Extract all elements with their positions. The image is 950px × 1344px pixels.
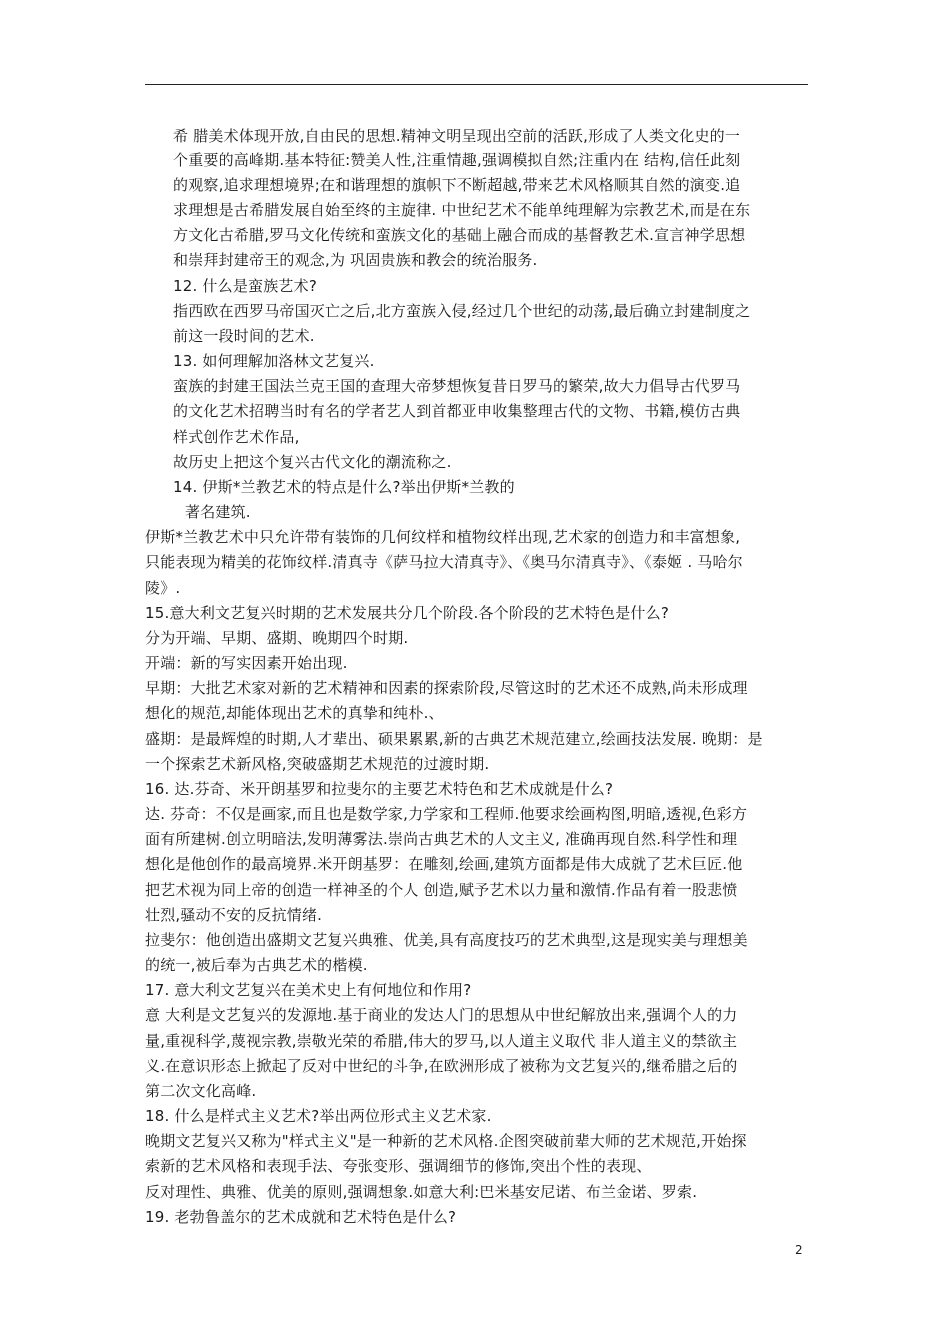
text-line: 反对理性、典雅、优美的原则,强调想象.如意大利:巴米基安尼诺、布兰金诺、罗索. <box>145 1183 698 1201</box>
text-line: 的观察,追求理想境界;在和谐理想的旗帜下不断超越,带来艺术风格顺其自然的演变.追 <box>173 176 741 194</box>
text-line: 蛮族的封建王国法兰克王国的查理大帝梦想恢复昔日罗马的繁荣,故大力倡导古代罗马 <box>173 377 741 395</box>
text-line: 第二次文化高峰. <box>145 1082 257 1100</box>
question-heading: 17. 意大利文艺复兴在美术史上有何地位和作用? <box>145 981 472 999</box>
page-number: 2 <box>795 1243 803 1257</box>
text-line: 个重要的高峰期.基本特征:赞美人性,注重情趣,强调模拟自然;注重内在 结构,信任此刻 <box>173 151 741 169</box>
question-heading: 18. 什么是样式主义艺术?举出两位形式主义艺术家. <box>145 1107 492 1125</box>
text-line: 的文化艺术招聘当时有名的学者艺人到首都亚申收集整理古代的文物、书籍,模仿古典 <box>173 402 741 420</box>
text-line: 面有所建树.创立明暗法,发明薄雾法.崇尚古典艺术的人文主义, 准确再现自然.科学性和理 <box>145 830 738 848</box>
text-line: 壮烈,骚动不安的反抗情绪. <box>145 906 323 924</box>
text-line: 义.在意识形态上掀起了反对中世纪的斗争,在欧洲形成了被称为文艺复兴的,继希腊之后的 <box>145 1057 738 1075</box>
text-line: 开端：新的写实因素开始出现. <box>145 654 348 672</box>
question-heading: 19. 老勃鲁盖尔的艺术成就和艺术特色是什么? <box>145 1208 457 1226</box>
text-line: 索新的艺术风格和表现手法、夸张变形、强调细节的修饰,突出个性的表现、 <box>145 1157 652 1175</box>
text-line: 想化的规范,却能体现出艺术的真挚和纯朴.、 <box>145 704 444 722</box>
question-heading: 16. 达.芬奇、米开朗基罗和拉斐尔的主要艺术特色和艺术成就是什么? <box>145 780 614 798</box>
question-heading: 13. 如何理解加洛林文艺复兴. <box>173 352 375 370</box>
text-line: 一个探索艺术新风格,突破盛期艺术规范的过渡时期. <box>145 755 490 773</box>
text-line: 前这一段时间的艺术. <box>173 327 315 345</box>
text-line: 早期：大批艺术家对新的艺术精神和因素的探索阶段,尽管这时的艺术还不成熟,尚未形成理 <box>145 679 748 697</box>
text-line: 陵》. <box>145 579 181 597</box>
text-line: 求理想是古希腊发展自始至终的主旋律. 中世纪艺术不能单纯理解为宗教艺术,而是在东 <box>173 201 751 219</box>
text-line: 把艺术视为同上帝的创造一样神圣的个人 创造,赋予艺术以力量和激情.作品有着一股悲愤 <box>145 881 738 899</box>
question-heading: 14. 伊斯*兰教艺术的特点是什么?举出伊斯*兰教的 <box>173 478 515 496</box>
question-heading: 12. 什么是蛮族艺术? <box>173 277 317 295</box>
text-line: 达. 芬奇：不仅是画家,而且也是数学家,力学家和工程师.他要求绘画构图,明暗,透视,色彩方 <box>145 805 748 823</box>
text-line: 希 腊美术体现开放,自由民的思想.精神文明呈现出空前的活跃,形成了人类文化史的一 <box>173 127 741 145</box>
text-line: 拉斐尔：他创造出盛期文艺复兴典雅、优美,具有高度技巧的艺术典型,这是现实美与理想美 <box>145 931 748 949</box>
text-line: 的统一,被后奉为古典艺术的楷模. <box>145 956 368 974</box>
text-line: 故历史上把这个复兴古代文化的潮流称之. <box>173 453 452 471</box>
text-line: 只能表现为精美的花饰纹样.清真寺《萨马拉大清真寺》、《奥马尔清真寺》、《泰姬 . 马哈尔 <box>145 553 743 571</box>
text-line: 晚期文艺复兴又称为"样式主义"是一种新的艺术风格.企图突破前辈大师的艺术规范,开始探 <box>145 1132 747 1150</box>
question-heading: 15.意大利文艺复兴时期的艺术发展共分几个阶段.各个阶段的艺术特色是什么? <box>145 604 669 622</box>
text-line: 量,重视科学,蔑视宗教,崇敬光荣的希腊,伟大的罗马,以人道主义取代 非人道主义的禁欲主 <box>145 1032 738 1050</box>
text-line: 分为开端、早期、盛期、晚期四个时期. <box>145 629 409 647</box>
text-line: 盛期：是最辉煌的时期,人才辈出、硕果累累,新的古典艺术规范建立,绘画技法发展. 晚期：是 <box>145 730 763 748</box>
text-line: 方文化古希腊,罗马文化传统和蛮族文化的基础上融合而成的基督教艺术.宣言神学思想 <box>173 226 746 244</box>
text-line: 想化是他创作的最高境界.米开朗基罗：在雕刻,绘画,建筑方面都是伟大成就了艺术巨匠.他 <box>145 855 743 873</box>
text-line: 样式创作艺术作品, <box>173 428 300 446</box>
text-line: 著名建筑. <box>185 503 251 521</box>
text-line: 和崇拜封建帝王的观念,为 巩固贵族和教会的统治服务. <box>173 251 538 269</box>
text-line: 指西欧在西罗马帝国灭亡之后,北方蛮族入侵,经过几个世纪的动荡,最后确立封建制度之 <box>173 302 751 320</box>
header-rule <box>145 84 808 85</box>
text-line: 伊斯*兰教艺术中只允许带有装饰的几何纹样和植物纹样出现,艺术家的创造力和丰富想象, <box>145 528 741 546</box>
text-line: 意 大利是文艺复兴的发源地.基于商业的发达人门的思想从中世纪解放出来,强调个人的力 <box>145 1006 738 1024</box>
